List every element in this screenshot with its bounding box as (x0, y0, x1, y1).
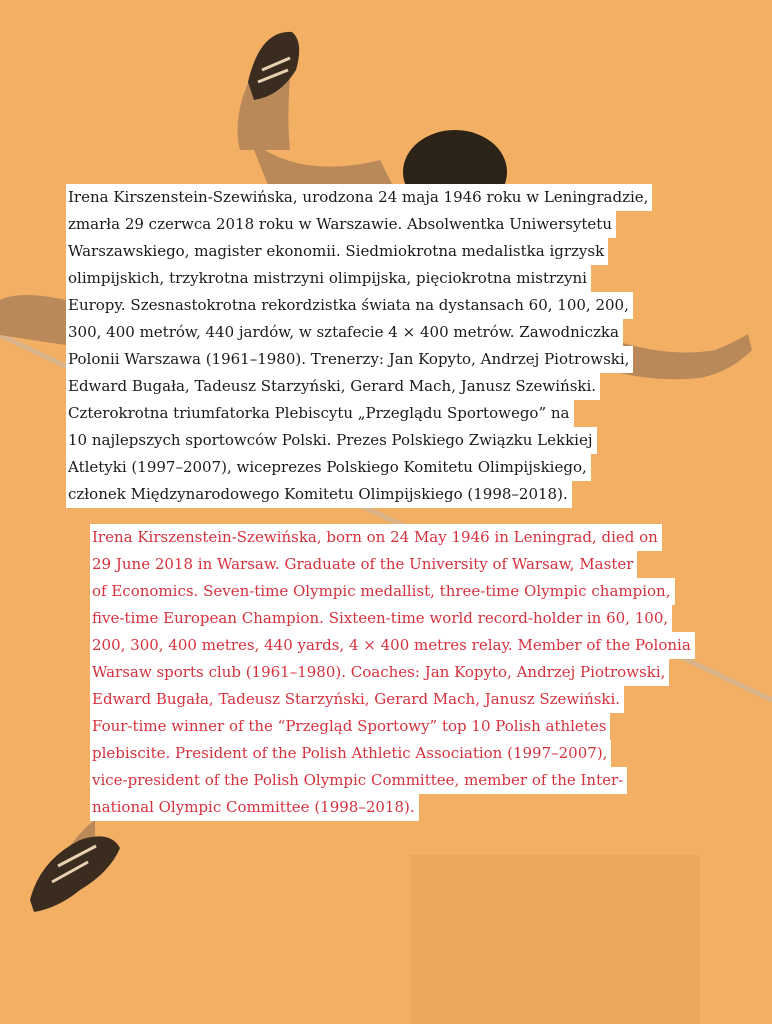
english-line: five-time European Champion. Sixteen-time world record-holder in 60, 100, (90, 605, 672, 632)
english-line: national Olympic Committee (1998–2018). (90, 794, 419, 821)
athlete-shoe-bottom (30, 836, 120, 912)
polish-line: członek Międzynarodowego Komitetu Olimpijskiego (1998–2018). (66, 481, 572, 508)
polish-line: Warszawskiego, magister ekonomii. Siedmiokrotna medalistka igrzysk (66, 238, 608, 265)
polish-line: olimpijskich, trzykrotna mistrzyni olimpijska, pięciokrotna mistrzyni (66, 265, 591, 292)
english-line: Warsaw sports club (1961–1980). Coaches: Jan Kopyto, Andrzej Piotrowski, (90, 659, 669, 686)
english-line: of Economics. Seven-time Olympic medallist, three-time Olympic champion, (90, 578, 675, 605)
tone-block (410, 855, 700, 1024)
polish-bio (66, 184, 652, 508)
english-line: plebiscite. President of the Polish Athletic Association (1997–2007), (90, 740, 611, 767)
english-line: 200, 300, 400 metres, 440 yards, 4 × 400 metres relay. Member of the Polonia (90, 632, 695, 659)
english-line: Irena Kirszenstein-Szewińska, born on 24 May 1946 in Leningrad, died on (90, 524, 662, 551)
english-line: vice-president of the Polish Olympic Committee, member of the Inter- (90, 767, 627, 794)
polish-line: 10 najlepszych sportowców Polski. Prezes Polskiego Związku Lekkiej (66, 427, 597, 454)
english-bio (90, 524, 695, 821)
polish-line: Polonii Warszawa (1961–1980). Trenerzy: Jan Kopyto, Andrzej Piotrowski, (66, 346, 633, 373)
polish-line: 300, 400 metrów, 440 jardów, w sztafecie 4 × 400 metrów. Zawodniczka (66, 319, 623, 346)
english-line: Edward Bugała, Tadeusz Starzyński, Gerard Mach, Janusz Szewiński. (90, 686, 624, 713)
polish-line: Atletyki (1997–2007), wiceprezes Polskiego Komitetu Olimpijskiego, (66, 454, 591, 481)
english-line: Four-time winner of the “Przegląd Sportowy” top 10 Polish athletes (90, 713, 610, 740)
english-line: 29 June 2018 in Warsaw. Graduate of the University of Warsaw, Master (90, 551, 637, 578)
polish-line: Edward Bugała, Tadeusz Starzyński, Gerard Mach, Janusz Szewiński. (66, 373, 600, 400)
polish-line: Irena Kirszenstein-Szewińska, urodzona 24 maja 1946 roku w Leningradzie, (66, 184, 652, 211)
polish-line: Czterokrotna triumfatorka Plebiscytu „Przeglądu Sportowego” na (66, 400, 574, 427)
polish-line: zmarła 29 czerwca 2018 roku w Warszawie. Absolwentka Uniwersytetu (66, 211, 616, 238)
polish-line: Europy. Szesnastokrotna rekordzistka świata na dystansach 60, 100, 200, (66, 292, 633, 319)
